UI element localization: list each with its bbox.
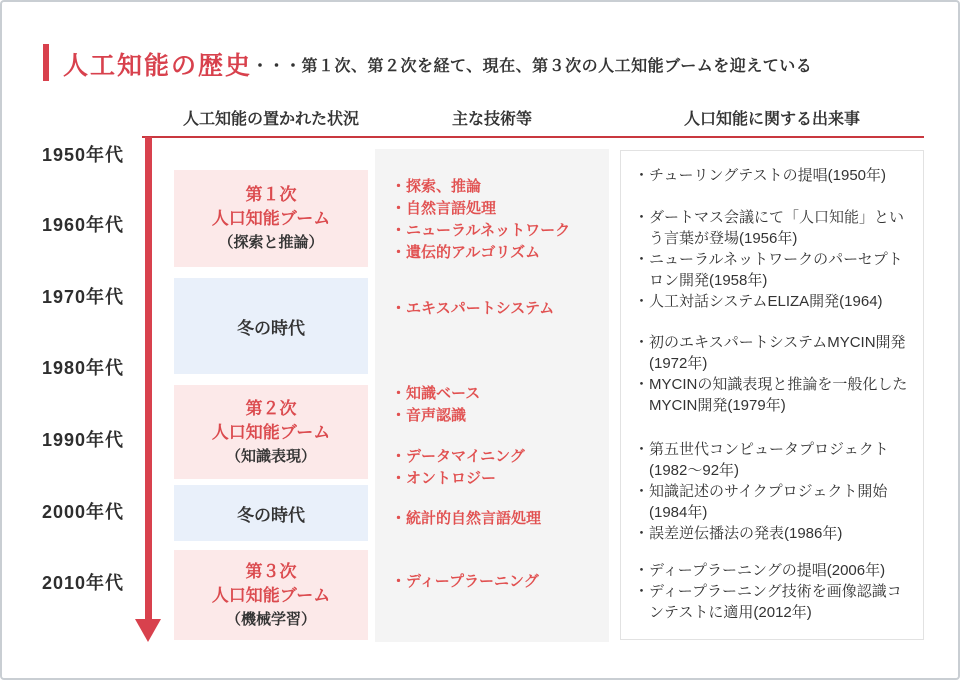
title-accent-bar <box>43 44 49 81</box>
event-item: ・第五世代コンピュータプロジェクト(1982〜92年) <box>634 441 889 479</box>
event-item: ・知識記述のサイクプロジェクト開始(1984年) <box>634 483 888 521</box>
winter2-label: 冬の時代 <box>237 505 305 525</box>
boom2-name: 人口知能ブーム <box>211 422 331 442</box>
winter1-label: 冬の時代 <box>237 318 305 338</box>
boom3-name: 人口知能ブーム <box>211 585 331 605</box>
event-item: ・チューリングテストの提唱(1950年) <box>634 167 887 184</box>
tech-item: ・音声認識 <box>391 407 467 424</box>
boom3-note: （機械学習） <box>225 610 316 628</box>
event-item: ・ディープラーニング技術を画像認識コンテストに適用(2012年) <box>634 583 902 621</box>
event-item: ・ニューラルネットワークのパーセプトロン開発(1958年) <box>634 251 903 289</box>
boom2-title: 第２次 <box>245 398 297 418</box>
boom1-note: （探索と推論） <box>218 234 324 251</box>
decade-label-1990s: 1990年代 <box>42 430 125 450</box>
decade-label-1960s: 1960年代 <box>42 215 125 235</box>
status-box-boom-2 <box>174 385 368 479</box>
boom2-note: （知識表現） <box>225 447 316 465</box>
boom1-title: 第１次 <box>245 185 297 204</box>
page-subtitle: ・・・第１次、第２次を経て、現在、第３次の人工知能ブームを迎えている <box>252 58 813 75</box>
decade-label-2000s: 2000年代 <box>42 502 125 522</box>
column-header-events: 人口知能に関する出来事 <box>683 111 860 128</box>
tech-item: ・ニューラルネットワーク <box>391 222 571 239</box>
tech-item: ・ディープラーニング <box>391 573 539 590</box>
tech-group-boom2b <box>391 446 606 490</box>
tech-group-winter2 <box>391 508 606 530</box>
tech-item: ・自然言語処理 <box>391 200 497 217</box>
timeline-arrow-bar <box>145 137 152 620</box>
events-box <box>620 150 924 640</box>
event-item: ・MYCINの知識表現と推論を一般化したMYCIN開発(1979年) <box>634 376 908 414</box>
tech-item: ・遺伝的アルゴリズム <box>391 244 541 261</box>
boom1-name: 人口知能ブーム <box>211 209 331 228</box>
decade-label-1950s: 1950年代 <box>42 145 125 165</box>
timeline-arrowhead-icon <box>135 619 161 642</box>
tech-item: ・オントロジー <box>391 470 497 487</box>
decade-label-2010s: 2010年代 <box>42 573 125 593</box>
status-box-winter-1 <box>174 278 368 374</box>
tech-item: ・エキスパートシステム <box>391 300 555 317</box>
column-header-tech: 主な技術等 <box>451 111 532 128</box>
status-box-winter-2 <box>174 485 368 541</box>
decade-label-1970s: 1970年代 <box>42 287 125 307</box>
boom3-title: 第３次 <box>245 561 297 581</box>
event-item: ・ディープラーニングの提唱(2006年) <box>634 562 886 579</box>
tech-item: ・データマイニング <box>391 448 525 465</box>
status-box-boom-3 <box>174 550 368 640</box>
event-item: ・初のエキスパートシステムMYCIN開発(1972年) <box>634 334 906 372</box>
decade-label-1980s: 1980年代 <box>42 358 125 378</box>
status-box-boom-1 <box>174 170 368 267</box>
column-header-status: 人工知能の置かれた状況 <box>182 111 359 128</box>
tech-group-winter1 <box>391 298 606 320</box>
tech-group-boom1 <box>391 176 606 264</box>
tech-group-boom2a <box>391 383 606 427</box>
tech-item: ・統計的自然言語処理 <box>391 510 542 527</box>
tech-group-boom3 <box>391 571 606 593</box>
tech-item: ・知識ベース <box>391 385 481 402</box>
tech-item: ・探索、推論 <box>391 178 482 195</box>
event-item: ・ダートマス会議にて「人口知能」という言葉が登場(1956年) <box>634 209 905 247</box>
event-item: ・誤差逆伝播法の発表(1986年) <box>634 525 843 542</box>
event-item: ・人工対話システムELIZA開発(1964) <box>634 293 883 310</box>
page-title: 人工知能の歴史 <box>63 52 253 80</box>
header-divider-line <box>142 136 924 138</box>
